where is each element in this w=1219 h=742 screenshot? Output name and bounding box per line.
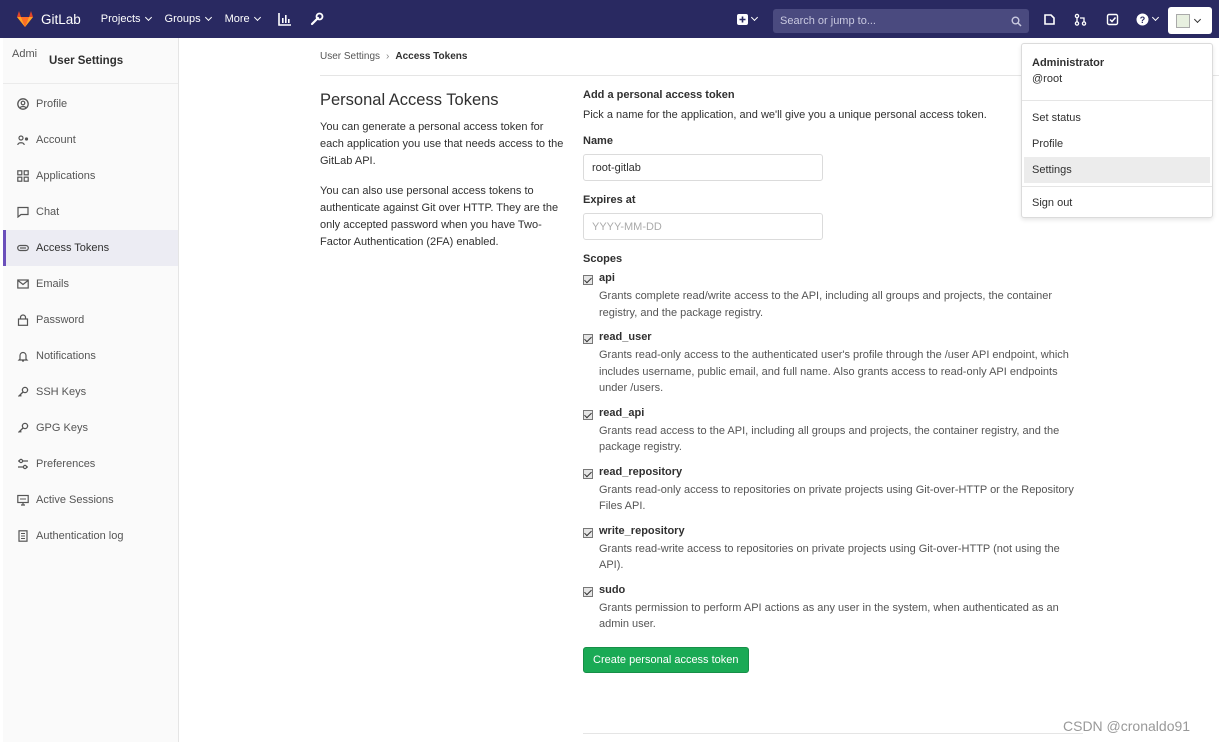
sidebar-item-label: Active Sessions [36,494,114,506]
intro-section [320,91,565,264]
scope-name: read_repository [599,465,683,478]
scope-description: Grants permission to perform API actions as any user in the system, when authenticated as an admin user. [599,601,1059,630]
breadcrumb [320,51,467,62]
user-menu-button[interactable] [1168,7,1212,34]
sidebar-item-label: Applications [36,170,96,182]
user-name: Administrator [1032,57,1105,69]
new-plus-icon[interactable] [733,8,761,30]
chevron-down-icon [205,14,212,21]
gitlab-logo-icon [15,9,35,29]
nav-more[interactable] [225,8,260,30]
scope-description: Grants read access to the API, including all groups and projects, the container registry, and the package registry. [599,424,1060,453]
sidebar-item-ssh-keys[interactable] [3,374,178,410]
breadcrumb-current[interactable]: Access Tokens [395,51,468,62]
search-icon [1011,16,1022,27]
sidebar-item-label: Authentication log [36,530,124,542]
nav-more-label: More [224,13,250,25]
scope-name: write_repository [599,524,685,537]
scope-description: Grants read-write access to repositories on private projects using Git-over-HTTP (not using the API). [599,542,1060,571]
page-title: Personal Access Tokens [320,91,499,109]
sidebar-item-label: Profile [36,98,68,110]
sidebar-item-gpg-keys[interactable] [3,410,178,446]
sidebar-item-label: Preferences [36,458,96,470]
key-icon [16,385,30,399]
sidebar-item-label: SSH Keys [36,386,87,398]
admin-wrench-icon[interactable] [306,8,328,30]
scope-name: api [599,272,615,284]
scope-option [583,407,1103,456]
sidebar-item-notifications[interactable] [3,338,178,374]
preferences-icon [16,457,30,471]
scope-option [583,466,1103,515]
scope-description: Grants complete read/write access to the API, including all groups and projects, the container registry, and the package registry. [599,290,1053,319]
scope-option [583,272,1103,321]
todos-icon[interactable] [1101,8,1123,30]
user-dropdown-menu [1021,43,1213,218]
scope-name: read_api [599,406,645,419]
sidebar-item-chat[interactable] [3,194,178,230]
activity-chart-icon[interactable] [274,8,296,30]
chevron-down-icon [254,14,261,21]
nav-projects[interactable] [101,8,151,30]
menu-item-sign-out[interactable]: Sign out [1032,197,1073,209]
sidebar-avatar: Admi [12,47,38,60]
form-hint: Pick a name for the application, and we'll give you a unique personal access token. [583,109,987,121]
intro-paragraph: You can generate a personal access token for each application you use that needs access to the GitLab API. [320,121,564,167]
scope-name: sudo [599,583,626,596]
sidebar-item-label: Password [36,314,85,326]
breadcrumb-user-settings[interactable]: User Settings [320,51,381,62]
scope-checkbox[interactable] [583,528,593,538]
expires-at-input[interactable]: YYYY-MM-DD [583,213,823,240]
account-icon [16,133,30,147]
sidebar-title: User Settings [49,54,124,67]
sidebar-item-password[interactable] [3,302,178,338]
sidebar-item-preferences[interactable] [3,446,178,482]
scope-checkbox[interactable] [583,410,593,420]
sidebar-item-label: Emails [36,278,70,290]
applications-icon [16,169,30,183]
chevron-down-icon [1194,15,1201,22]
sidebar-item-authentication-log[interactable] [3,518,178,554]
issues-icon[interactable] [1038,8,1060,30]
chevron-down-icon [144,14,151,21]
create-token-button[interactable]: Create personal access token [583,647,749,673]
scope-description: Grants read-only access to the authenticated user's profile through the /user API endpoint, which includes username, public email, and full name. Also grants access to read-only API endpoints under /users. [599,349,1069,394]
dropdown-user-info[interactable] [1022,44,1212,100]
sidebar-item-label: Chat [36,206,60,218]
token-icon [16,241,30,255]
nav-groups[interactable] [165,8,211,30]
scope-name: read_user [599,331,652,343]
merge-requests-icon[interactable] [1069,8,1091,30]
scope-checkbox[interactable] [583,469,593,479]
expires-label: Expires at [583,194,636,206]
token-name-input[interactable]: root-gitlab [583,154,823,181]
sidebar-item-applications[interactable] [3,158,178,194]
scope-checkbox[interactable] [583,334,593,344]
chevron-right-icon: › [386,51,390,62]
sidebar-item-account[interactable] [3,122,178,158]
watermark: CSDN @cronaldo91 [1063,718,1191,734]
sidebar-item-label: GPG Keys [36,422,88,434]
bell-icon [16,349,30,363]
scope-checkbox[interactable] [583,587,593,597]
top-navbar [0,0,1219,38]
scope-option [583,525,1103,574]
nav-projects-label: Projects [100,13,141,25]
scope-checkbox[interactable] [583,275,593,285]
menu-item-profile[interactable]: Profile [1032,138,1064,150]
sidebar-item-label: Access Tokens [36,242,110,254]
mail-icon [16,277,30,291]
nav-groups-label: Groups [164,13,201,25]
scope-description: Grants read-only access to repositories on private projects using Git-over-HTTP or the Repository Files API. [599,483,1074,512]
sidebar-item-emails[interactable] [3,266,178,302]
scope-option [583,331,1103,397]
user-handle: @root [1032,73,1063,85]
divider [583,733,1083,734]
menu-item-settings[interactable]: Settings [1024,157,1210,183]
sidebar-item-profile[interactable] [3,86,178,122]
chevron-down-icon [1152,14,1159,21]
svg-text:?: ? [1139,14,1146,25]
chat-icon [16,205,30,219]
key-icon [16,421,30,435]
chevron-down-icon [751,14,758,21]
lock-icon [16,313,30,327]
sidebar-header[interactable] [3,38,178,84]
help-icon[interactable] [1131,8,1163,30]
search-input[interactable] [773,9,1029,33]
profile-icon [16,97,30,111]
sidebar-item-label: Account [36,134,76,146]
intro-paragraph: You can also use personal access tokens to authenticate against Git over HTTP. They are the only accepted password when you have Two-Factor Authentication (2FA) enabled. [320,185,559,248]
avatar [1176,14,1190,28]
brand-name: GitLab [41,11,81,27]
brand-link[interactable] [15,9,81,29]
log-icon [16,529,30,543]
sidebar-item-label: Notifications [36,350,96,362]
name-label: Name [583,135,613,147]
monitor-icon [16,493,30,507]
menu-item-set-status[interactable]: Set status [1032,112,1081,124]
settings-sidebar [3,38,179,742]
scope-option [583,584,1103,633]
form-heading: Add a personal access token [583,89,735,101]
scopes-label: Scopes [583,253,623,265]
sidebar-item-access-tokens[interactable] [3,230,178,266]
sidebar-item-active-sessions[interactable] [3,482,178,518]
search-placeholder: Search or jump to... [780,15,876,27]
